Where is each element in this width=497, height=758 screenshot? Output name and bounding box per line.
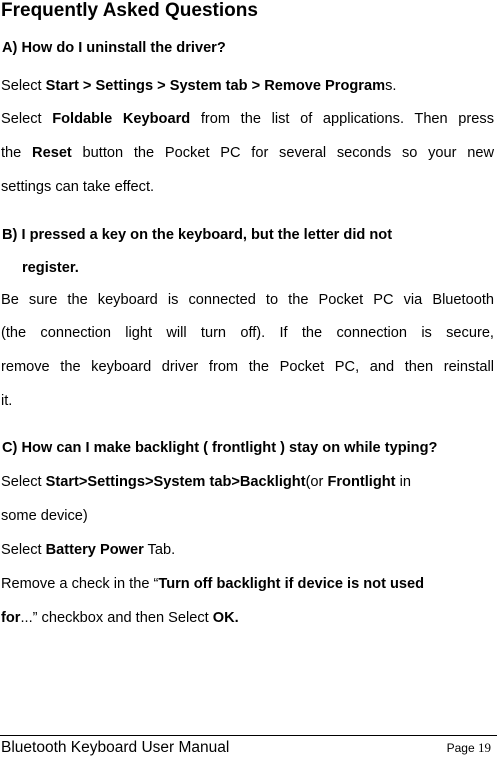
faq-question-b: B) I pressed a key on the keyboard, but the letter did not: [2, 227, 393, 243]
faq-b-line-4: it.: [1, 393, 13, 409]
faq-question-c: C) How can I make backlight ( frontlight ) stay on while typing?: [2, 440, 438, 456]
faq-a-line-1: Select Start > Settings > System tab > Remove Programs.: [1, 78, 397, 94]
faq-c-line-4: Remove a check in the “Turn off backlight if device is not used: [1, 576, 425, 592]
faq-question-b-cont: register.: [22, 260, 79, 276]
faq-a-line-4: settings can take effect.: [1, 179, 155, 195]
faq-a-line-3: the Reset button the Pocket PC for several seconds so your new: [1, 145, 495, 161]
faq-c-line-3: Select Battery Power Tab.: [1, 542, 176, 558]
faq-c-line-1: Select Start>Settings>System tab>Backlight(or Frontlight in: [1, 474, 411, 490]
footer-page-number: Page 19: [446, 740, 491, 755]
faq-c-line-2: some device): [1, 508, 88, 524]
faq-b-line-1: Be sure the keyboard is connected to the Pocket PC via Bluetooth: [1, 292, 494, 308]
faq-a-line-2: Select Foldable Keyboard from the list of applications. Then press: [1, 111, 494, 127]
page-title: Frequently Asked Questions: [1, 0, 258, 21]
faq-b-line-2: (the connection light will turn off). If the connection is secure,: [1, 325, 494, 341]
footer-divider: [0, 735, 497, 736]
faq-b-line-3: remove the keyboard driver from the Pocket PC, and then reinstall: [1, 359, 494, 375]
faq-question-a: A) How do I uninstall the driver?: [2, 40, 226, 56]
faq-c-line-5: for...” checkbox and then Select OK.: [1, 610, 239, 626]
footer-manual-title: Bluetooth Keyboard User Manual: [1, 739, 230, 756]
